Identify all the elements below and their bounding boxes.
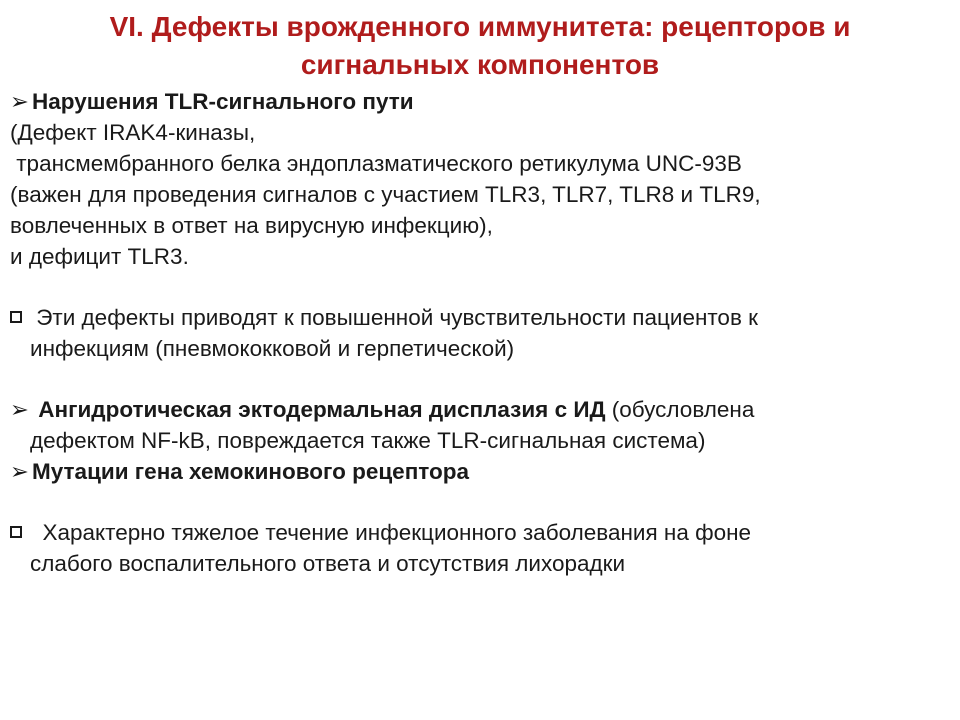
section-3-heading-row — [10, 456, 950, 487]
slide-title — [0, 8, 960, 84]
section-1-line-3: (важен для проведения сигналов с участием TLR3, TLR7, TLR8 и TLR9, — [10, 182, 761, 207]
spacer — [10, 487, 950, 517]
spacer — [10, 364, 950, 394]
section-1-line-4: вовлеченных в ответ на вирусную инфекцию), — [10, 213, 493, 238]
section-2-heading: Ангидротическая эктодермальная дисплазия с ИД — [32, 397, 606, 422]
section-1-heading: Нарушения TLR-сигнального пути — [32, 89, 414, 114]
note-2-line-1-row — [10, 517, 950, 548]
section-1-heading-row — [10, 86, 950, 117]
arrow-bullet-icon: ➢ — [10, 397, 29, 422]
section-2-heading-row — [10, 394, 950, 425]
note-2-line-2: слабого воспалительного ответа и отсутствия лихорадки — [30, 551, 626, 576]
note-2-line-1: Характерно тяжелое течение инфекционного заболевания на фоне — [30, 520, 752, 545]
square-bullet-icon — [10, 311, 22, 323]
note-1-line-1-row — [10, 302, 950, 333]
section-1-line-1: (Дефект IRAK4-киназы, — [10, 120, 256, 145]
note-1-line-2: инфекциям (пневмококковой и герпетической) — [30, 336, 515, 361]
slide-content — [10, 86, 950, 579]
arrow-bullet-icon: ➢ — [10, 89, 29, 114]
square-bullet-icon — [10, 526, 22, 538]
slide-title-line-1: VI. Дефекты врожденного иммунитета: рецепторов и — [109, 11, 851, 42]
section-3-heading: Мутации гена хемокинового рецептора — [32, 459, 470, 484]
spacer — [10, 272, 950, 302]
section-1-line-5: и дефицит TLR3. — [10, 244, 189, 269]
section-2-heading-rest: (обусловлена — [605, 397, 755, 422]
slide-title-line-2: сигнальных компонентов — [300, 49, 660, 80]
arrow-bullet-icon: ➢ — [10, 459, 29, 484]
section-1-line-2: трансмембранного белка эндоплазматического ретикулума UNC-93B — [10, 151, 742, 176]
note-1-line-1: Эти дефекты приводят к повышенной чувствительности пациентов к — [30, 305, 758, 330]
section-2-line-2: дефектом NF-kB, повреждается также TLR-сигнальная система) — [30, 428, 706, 453]
